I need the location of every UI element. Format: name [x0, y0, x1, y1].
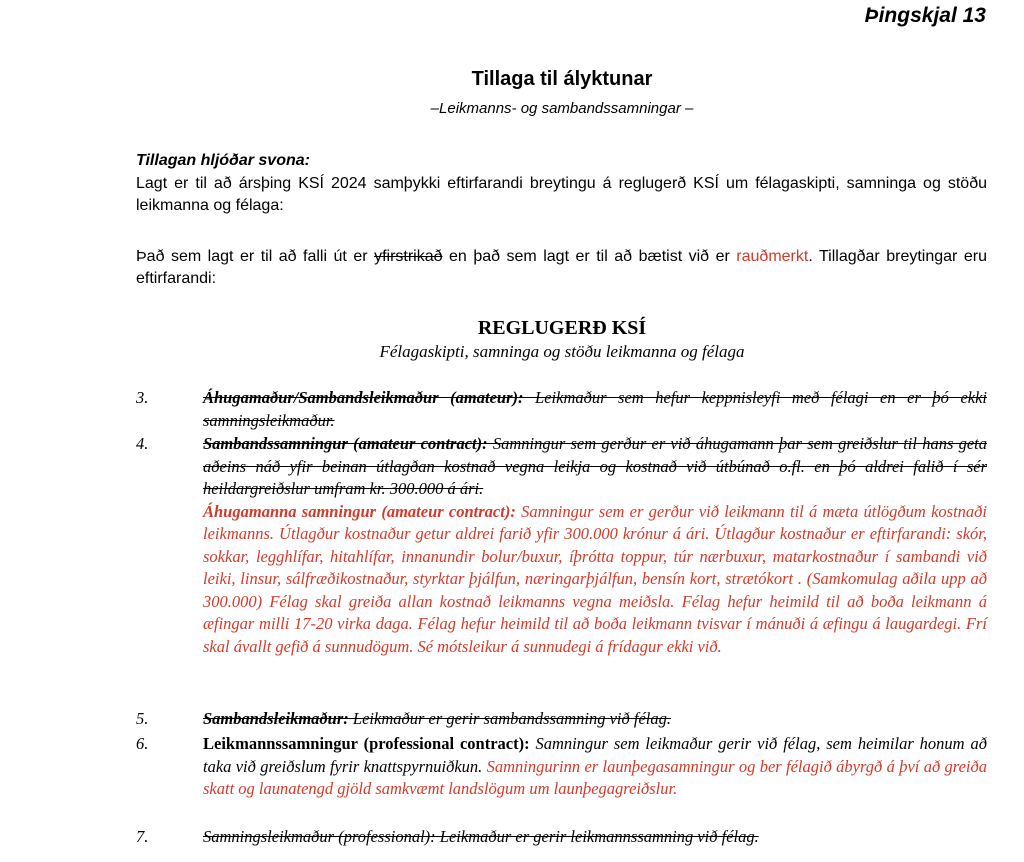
regulation-item-6: [136, 733, 987, 801]
legend-part-1: Það sem lagt er til að falli út er: [136, 248, 375, 265]
item-added-text: Samningurinn er launþegasamningur og ber félagið ábyrgð á því að greiða skatt og launatengd gjöld samkvæmt landslögum um launþegagreiðslur.: [203, 756, 987, 798]
item-body: [203, 733, 987, 801]
item-number: 5.: [136, 709, 149, 728]
item-text: Leikmaður er gerir sambandssamning við félag.: [348, 709, 671, 728]
legend-paragraph: [136, 246, 987, 290]
regulation-item-5: [136, 708, 987, 731]
item-term: Sambandsleikmaður:: [203, 709, 349, 728]
regulation-item-3: [136, 387, 987, 432]
item-body: [203, 387, 987, 432]
item-number: 4.: [136, 434, 149, 453]
regulation-subtitle: Félagaskipti, samninga og stöðu leikmanna og félaga: [379, 342, 745, 361]
proposal-text: Lagt er til að ársþing KSÍ 2024 samþykki eftirfarandi breytingu á reglugerð KSÍ um félagaskipti, samninga og stöðu leikmanna og félaga:: [136, 175, 987, 214]
item-body: [203, 708, 987, 731]
item-number: 6.: [136, 734, 149, 753]
item-text: Samningur sem gerður er við áhugamann þar sem greiðslur til hans geta aðeins náð yfir beinan útlagðan kostnað vegna leikja og kostnað við útbúnað o.fl. en þó aldrei falið í sér heildargreiðslur umfram kr. 300.000 á ári.: [203, 434, 988, 498]
item-term: Sambandssamningur (amateur contract):: [203, 434, 488, 453]
document-title: Tillaga til ályktunar: [471, 68, 653, 90]
item-term: Leikmannssamningur (professional contract):: [203, 734, 530, 753]
item-added-term: Áhugamanna samningur (amateur contract):: [203, 501, 516, 521]
legend-part-3: . Tillagðar breytingar eru eftirfarandi:: [136, 248, 987, 287]
proposal-heading: Tillagan hljóðar svona:: [136, 152, 310, 169]
item-added-text: Samningur sem er gerður við leikmann til á mæta útlögðum kostnaði leikmanns. Útlagður kostnaður getur aldrei farið yfir 300.000 krónur á ári. Útlagður kostnaður er eftirfarandi: skór, sokkar, legghlífar, hitahlífar, innanundir bolur/buxur, íþrótta toppur, túr nærbuxur, matarkostnaður í sambandi við leiki, linsur, sálfræðikostnaður, styrktar þjálfun, næringarþjálfun, bensín kort, strætókort . (Samkomulag aðila upp að 300.000) Félag skal greiða allan kostnað leikmanns vegna meiðsla. Félag hefur heimild til að boða leikmann á æfingar milli 17-20 virka daga. Félag hefur heimild til að boða leikmann tvisvar í mánuði á æfingu á laugardegi. Frí skal ávallt gefið á sunnudögum. Sé mótsleikur á sunnudegi á frídagur ekki við.: [203, 501, 988, 656]
document-number: Þingskjal 13: [864, 4, 986, 27]
item-term: Samningsleikmaður (professional):: [203, 827, 436, 846]
regulation-item-7: [136, 826, 987, 849]
item-term: Áhugamaður/Sambandsleikmaður (amateur):: [203, 388, 524, 407]
item-added-body: [203, 501, 987, 659]
item-body: [203, 433, 987, 501]
regulation-title: REGLUGERÐ KSÍ: [477, 317, 647, 339]
item-number: 3.: [136, 388, 149, 407]
item-text: Samningur sem leikmaður gerir við félag, sem heimilar honum að taka við greiðslum fyrir knattspyrnuiðkun.: [203, 734, 987, 776]
legend-struck-example: yfirstrikað: [374, 248, 443, 265]
document-subtitle: –Leikmanns- og sambandssamningar –: [430, 100, 694, 117]
item-text: Leikmaður sem hefur keppnisleyfi með félagi en er þó ekki samningsleikmaður.: [203, 388, 987, 430]
regulation-item-4: [136, 433, 987, 658]
item-number: 7.: [136, 827, 149, 846]
item-body: [203, 826, 987, 849]
legend-part-2: en það sem lagt er til að bætist við er: [442, 248, 737, 265]
item-text: Leikmaður er gerir leikmannssamning við félag.: [435, 827, 759, 846]
legend-red-example: rauðmerkt: [736, 248, 809, 265]
